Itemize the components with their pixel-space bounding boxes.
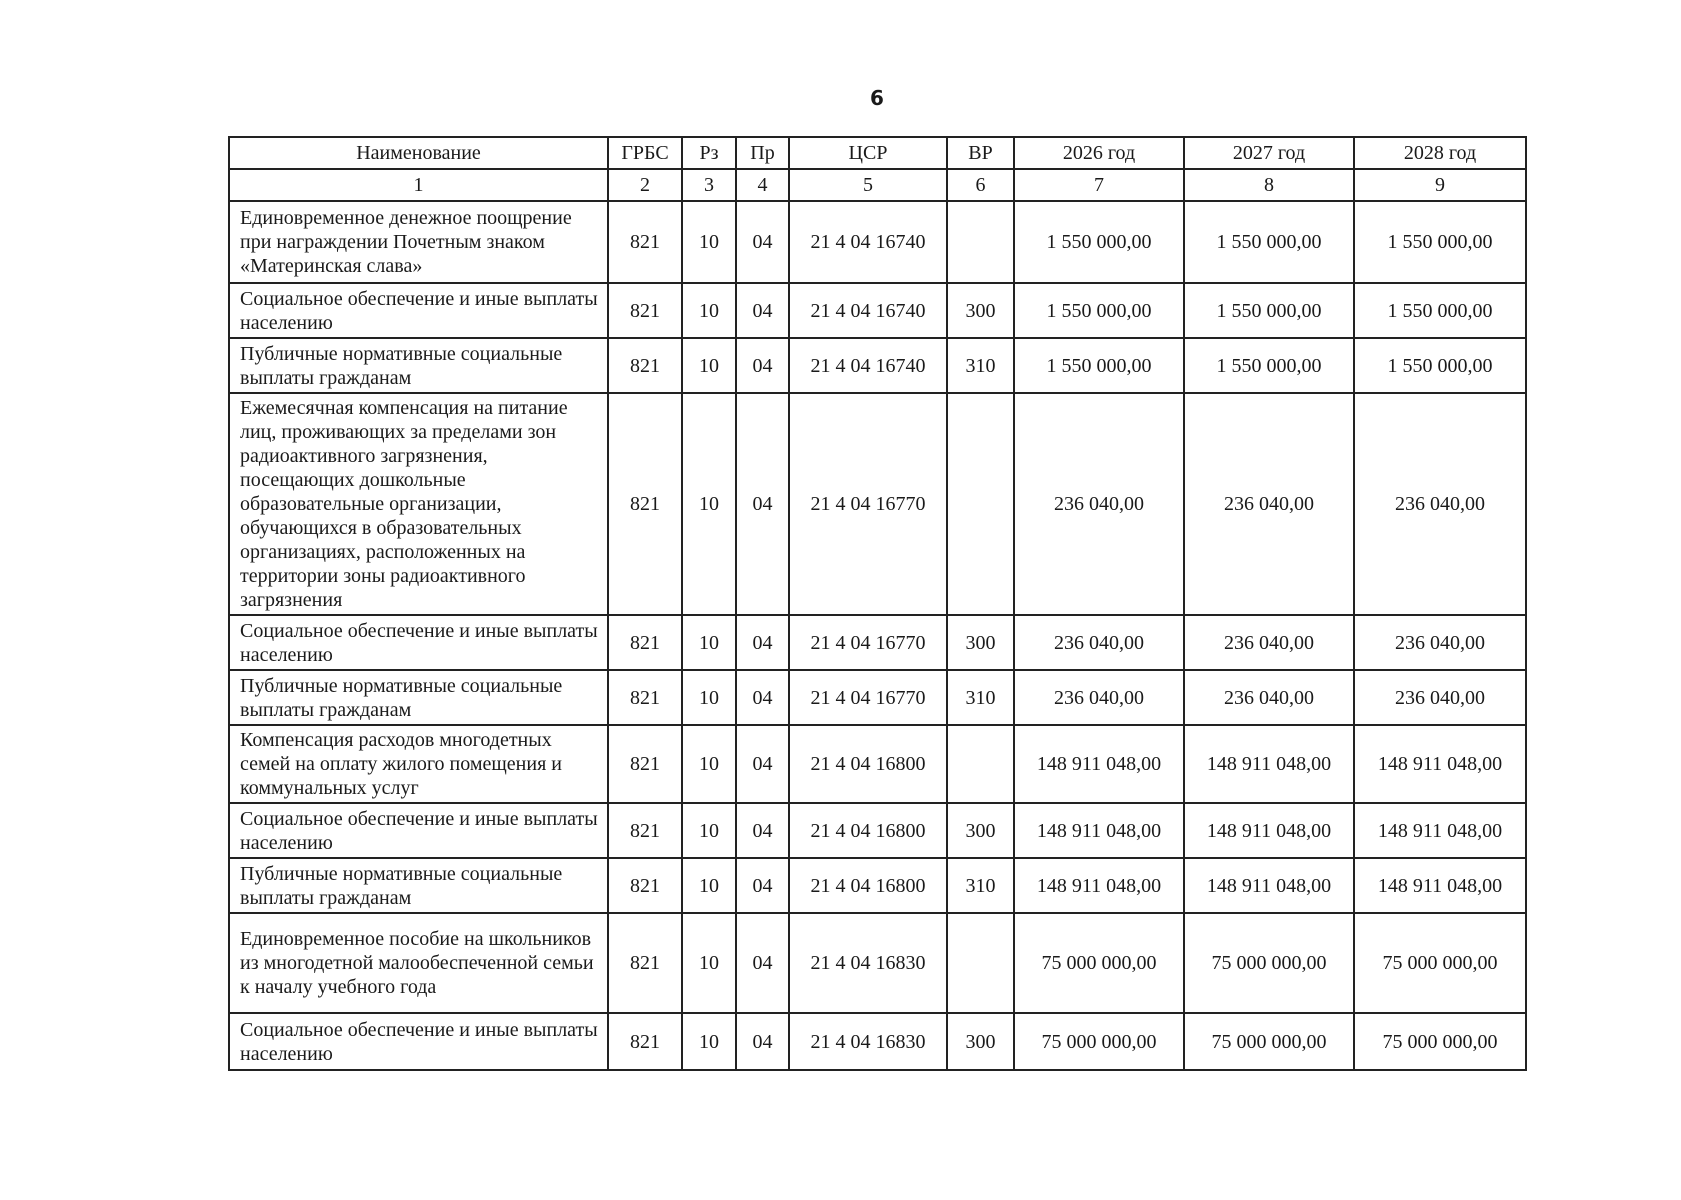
table-row (229, 615, 1526, 670)
header-2028: 2028 год (1354, 137, 1526, 169)
row-csr-cell: 21 4 04 16800 (789, 858, 947, 913)
row-vr-cell: 310 (947, 338, 1014, 393)
row-2026-cell: 148 911 048,00 (1014, 858, 1184, 913)
row-grbs-cell: 821 (608, 1013, 682, 1070)
row-name-cell: Социальное обеспечение и иные выплаты населению (229, 615, 608, 670)
row-2027-cell: 1 550 000,00 (1184, 338, 1354, 393)
row-grbs-cell: 821 (608, 725, 682, 803)
row-csr-cell: 21 4 04 16770 (789, 615, 947, 670)
row-vr-cell: 310 (947, 858, 1014, 913)
row-pr-cell: 04 (736, 858, 789, 913)
row-csr-cell: 21 4 04 16740 (789, 201, 947, 283)
row-vr-cell (947, 725, 1014, 803)
header-grbs: ГРБС (608, 137, 682, 169)
row-2027-cell: 236 040,00 (1184, 670, 1354, 725)
row-name-cell: Единовременное денежное поощрение при награждении Почетным знаком «Материнская слава» (229, 201, 608, 283)
row-2026-cell: 236 040,00 (1014, 393, 1184, 615)
row-grbs-cell: 821 (608, 283, 682, 338)
row-pr-cell: 04 (736, 670, 789, 725)
row-grbs-cell: 821 (608, 913, 682, 1013)
row-rz-cell: 10 (682, 201, 736, 283)
row-vr-cell (947, 913, 1014, 1013)
header-rz: Рз (682, 137, 736, 169)
row-2026-cell: 148 911 048,00 (1014, 725, 1184, 803)
row-csr-cell: 21 4 04 16800 (789, 725, 947, 803)
column-number: 3 (682, 169, 736, 201)
table-row (229, 338, 1526, 393)
row-grbs-cell: 821 (608, 201, 682, 283)
row-rz-cell: 10 (682, 670, 736, 725)
row-2028-cell: 75 000 000,00 (1354, 913, 1526, 1013)
table-row (229, 393, 1526, 615)
header-pr: Пр (736, 137, 789, 169)
row-name-cell: Публичные нормативные социальные выплаты гражданам (229, 670, 608, 725)
row-2027-cell: 236 040,00 (1184, 615, 1354, 670)
row-pr-cell: 04 (736, 913, 789, 1013)
row-rz-cell: 10 (682, 858, 736, 913)
column-number: 4 (736, 169, 789, 201)
row-rz-cell: 10 (682, 803, 736, 858)
row-grbs-cell: 821 (608, 858, 682, 913)
column-number: 8 (1184, 169, 1354, 201)
row-2026-cell: 75 000 000,00 (1014, 913, 1184, 1013)
row-2027-cell: 75 000 000,00 (1184, 913, 1354, 1013)
row-name-cell: Компенсация расходов многодетных семей на оплату жилого помещения и коммунальных услуг (229, 725, 608, 803)
row-grbs-cell: 821 (608, 803, 682, 858)
row-2028-cell: 1 550 000,00 (1354, 201, 1526, 283)
row-name-cell: Социальное обеспечение и иные выплаты населению (229, 803, 608, 858)
row-pr-cell: 04 (736, 283, 789, 338)
row-name-cell: Социальное обеспечение и иные выплаты населению (229, 1013, 608, 1070)
table-row (229, 725, 1526, 803)
row-rz-cell: 10 (682, 913, 736, 1013)
row-pr-cell: 04 (736, 338, 789, 393)
row-csr-cell: 21 4 04 16830 (789, 1013, 947, 1070)
row-pr-cell: 04 (736, 201, 789, 283)
budget-table (228, 136, 1527, 1071)
header-2026: 2026 год (1014, 137, 1184, 169)
row-csr-cell: 21 4 04 16770 (789, 393, 947, 615)
row-csr-cell: 21 4 04 16800 (789, 803, 947, 858)
column-number: 1 (229, 169, 608, 201)
row-csr-cell: 21 4 04 16740 (789, 338, 947, 393)
row-2028-cell: 236 040,00 (1354, 393, 1526, 615)
row-name-cell: Публичные нормативные социальные выплаты гражданам (229, 858, 608, 913)
row-vr-cell: 300 (947, 283, 1014, 338)
header-csr: ЦСР (789, 137, 947, 169)
header-vr: ВР (947, 137, 1014, 169)
row-rz-cell: 10 (682, 393, 736, 615)
column-number: 7 (1014, 169, 1184, 201)
row-rz-cell: 10 (682, 283, 736, 338)
row-2027-cell: 1 550 000,00 (1184, 201, 1354, 283)
header-name: Наименование (229, 137, 608, 169)
row-2028-cell: 1 550 000,00 (1354, 338, 1526, 393)
row-vr-cell (947, 201, 1014, 283)
table-row (229, 201, 1526, 283)
row-2028-cell: 236 040,00 (1354, 615, 1526, 670)
row-name-cell: Ежемесячная компенсация на питание лиц, проживающих за пределами зон радиоактивного загрязнения, посещающих дошкольные образовательные организации, обучающихся в образовательных организациях, расположенных на территории зоны радиоактивного загрязнения (229, 393, 608, 615)
column-number: 6 (947, 169, 1014, 201)
row-rz-cell: 10 (682, 725, 736, 803)
table-header-row (229, 137, 1526, 169)
row-2028-cell: 75 000 000,00 (1354, 1013, 1526, 1070)
table-row (229, 803, 1526, 858)
row-pr-cell: 04 (736, 393, 789, 615)
row-pr-cell: 04 (736, 1013, 789, 1070)
row-2026-cell: 236 040,00 (1014, 670, 1184, 725)
row-vr-cell: 300 (947, 803, 1014, 858)
row-grbs-cell: 821 (608, 393, 682, 615)
row-2028-cell: 148 911 048,00 (1354, 803, 1526, 858)
table-row (229, 670, 1526, 725)
row-2028-cell: 1 550 000,00 (1354, 283, 1526, 338)
row-rz-cell: 10 (682, 615, 736, 670)
row-2027-cell: 1 550 000,00 (1184, 283, 1354, 338)
page-number: 6 (870, 86, 884, 110)
table-row (229, 858, 1526, 913)
row-2026-cell: 148 911 048,00 (1014, 803, 1184, 858)
row-name-cell: Единовременное пособие на школьников из многодетной малообеспеченной семьи к началу учебного года (229, 913, 608, 1013)
row-vr-cell (947, 393, 1014, 615)
row-pr-cell: 04 (736, 615, 789, 670)
header-2027: 2027 год (1184, 137, 1354, 169)
row-grbs-cell: 821 (608, 338, 682, 393)
row-2026-cell: 75 000 000,00 (1014, 1013, 1184, 1070)
row-rz-cell: 10 (682, 338, 736, 393)
row-csr-cell: 21 4 04 16770 (789, 670, 947, 725)
table-row (229, 283, 1526, 338)
row-2026-cell: 1 550 000,00 (1014, 201, 1184, 283)
row-pr-cell: 04 (736, 725, 789, 803)
row-2027-cell: 75 000 000,00 (1184, 1013, 1354, 1070)
table-row (229, 1013, 1526, 1070)
column-number-row (229, 169, 1526, 201)
row-2026-cell: 236 040,00 (1014, 615, 1184, 670)
table-row (229, 913, 1526, 1013)
row-grbs-cell: 821 (608, 615, 682, 670)
row-2028-cell: 148 911 048,00 (1354, 858, 1526, 913)
row-name-cell: Публичные нормативные социальные выплаты гражданам (229, 338, 608, 393)
row-2027-cell: 148 911 048,00 (1184, 803, 1354, 858)
row-2028-cell: 236 040,00 (1354, 670, 1526, 725)
row-grbs-cell: 821 (608, 670, 682, 725)
row-2027-cell: 236 040,00 (1184, 393, 1354, 615)
row-2026-cell: 1 550 000,00 (1014, 338, 1184, 393)
column-number: 2 (608, 169, 682, 201)
row-rz-cell: 10 (682, 1013, 736, 1070)
row-vr-cell: 300 (947, 1013, 1014, 1070)
row-2026-cell: 1 550 000,00 (1014, 283, 1184, 338)
column-number: 9 (1354, 169, 1526, 201)
row-2027-cell: 148 911 048,00 (1184, 858, 1354, 913)
row-2028-cell: 148 911 048,00 (1354, 725, 1526, 803)
row-pr-cell: 04 (736, 803, 789, 858)
column-number: 5 (789, 169, 947, 201)
row-vr-cell: 300 (947, 615, 1014, 670)
row-vr-cell: 310 (947, 670, 1014, 725)
row-2027-cell: 148 911 048,00 (1184, 725, 1354, 803)
row-csr-cell: 21 4 04 16740 (789, 283, 947, 338)
row-name-cell: Социальное обеспечение и иные выплаты населению (229, 283, 608, 338)
row-csr-cell: 21 4 04 16830 (789, 913, 947, 1013)
